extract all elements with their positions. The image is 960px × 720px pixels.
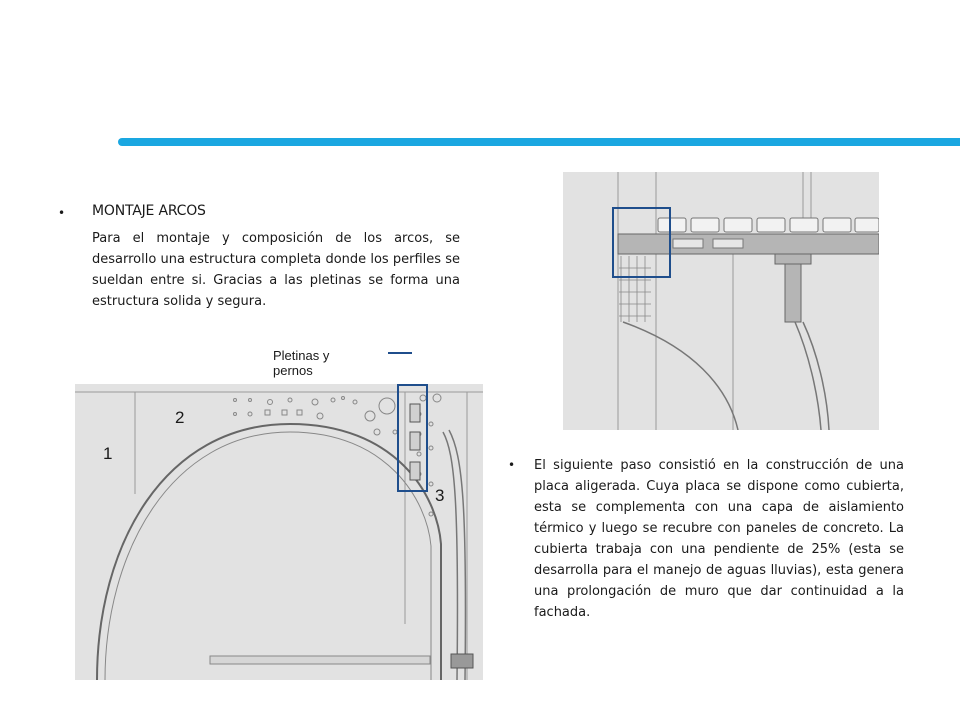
header-accent-bar	[118, 138, 960, 146]
legend-line	[388, 352, 412, 354]
arch-drawing-svg	[75, 384, 483, 680]
section-heading: MONTAJE ARCOS	[92, 203, 206, 219]
slab-drawing-svg	[563, 172, 879, 430]
figure-number-3: 3	[435, 486, 445, 505]
assembly-paragraph: Para el montaje y composición de los arcos, se desarrollo una estructura completa donde los perfiles se sueldan entre si. Gracias a las pletinas se forma una estructura solida y segura.	[92, 231, 460, 309]
slab-detail-drawing	[563, 172, 879, 430]
figure-number-1: 1	[103, 444, 113, 463]
plates-and-bolts-label: Pletinas y pernos	[273, 348, 330, 378]
slab-paragraph: El siguiente paso consistió en la construcción de una placa aligerada. Cuya placa se dispone como cubierta, esta se complementa con una capa de aislamiento térmico y luego se recubre con paneles de concreto. La cubierta trabaja con una pendiente de 25% (esta se desarrolla para el manejo de aguas lluvias), esta genera una prolongación de muro que dar continuidad a la fachada.	[534, 458, 904, 620]
figure-number-2: 2	[175, 408, 185, 427]
arch-assembly-drawing	[75, 384, 483, 680]
bullet-icon: •	[508, 458, 516, 472]
bullet-icon: •	[58, 206, 66, 220]
